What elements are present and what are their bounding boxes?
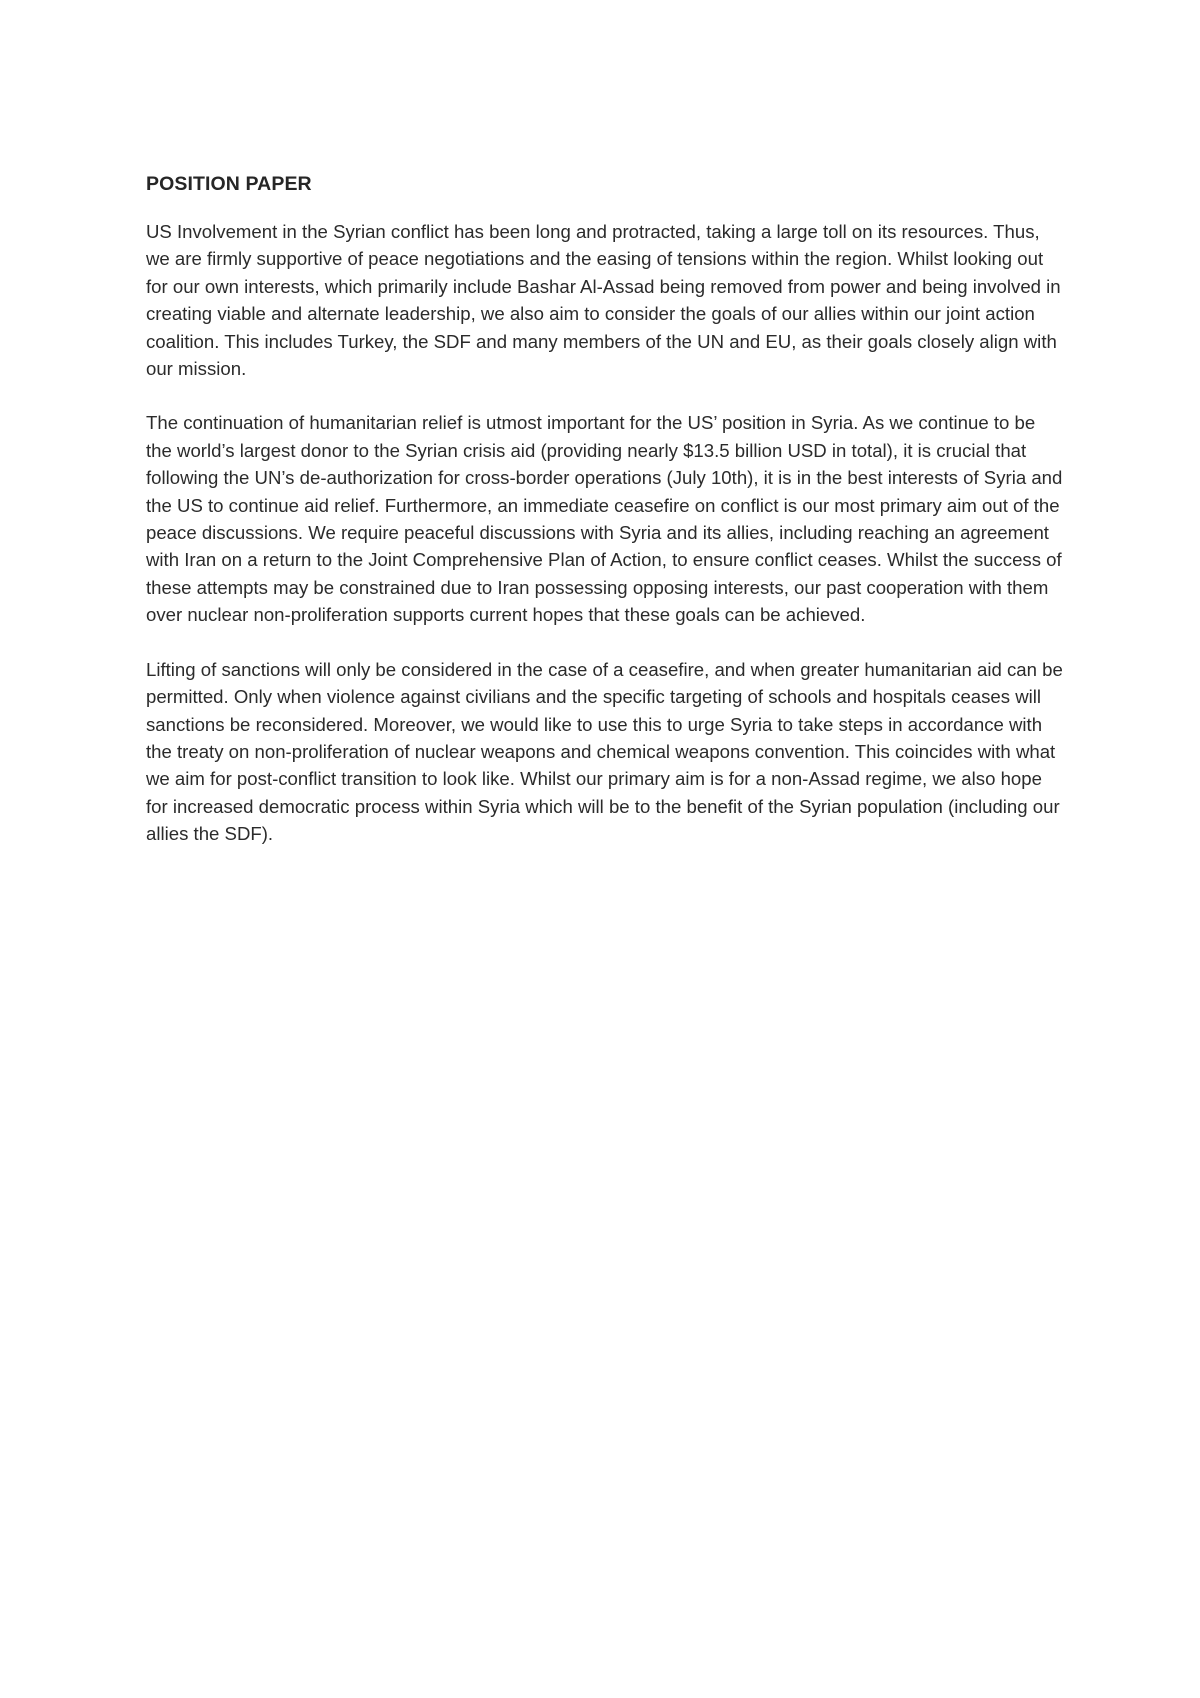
paragraph-humanitarian-relief: The continuation of humanitarian relief is utmost important for the US’ position in Syria. As we continue to be the world’s largest donor to the Syrian crisis aid (providing nearly $13.5 billion USD in total), it is crucial that following the UN’s de-authorization for cross-border operations (July 10th), it is in the best interests of Syria and the US to continue aid relief. Furthermore, an immediate ceasefire on conflict is our most primary aim out of the peace discussions. We require peaceful discussions with Syria and its allies, including reaching an agreement with Iran on a return to the Joint Comprehensive Plan of Action, to ensure conflict ceases. Whilst the success of these attempts may be constrained due to Iran possessing opposing interests, our past cooperation with them over nuclear non-proliferation supports current hopes that these goals can be achieved. <box>146 412 1063 626</box>
paragraph-sanctions: Lifting of sanctions will only be considered in the case of a ceasefire, and when greater humanitarian aid can be permitted. Only when violence against civilians and the specific targeting of schools and hospitals ceases will sanctions be reconsidered. Moreover, we would like to use this to urge Syria to take steps in accordance with the treaty on non-proliferation of nuclear weapons and chemical weapons convention. This coincides with what we aim for post-conflict transition to look like. Whilst our primary aim is for a non-Assad regime, we also hope for increased democratic process within Syria which will be to the benefit of the Syrian population (including our allies the SDF). <box>146 658 1063 845</box>
document-title: POSITION PAPER <box>146 173 312 195</box>
document-body <box>146 170 1066 875</box>
paragraph-us-involvement: US Involvement in the Syrian conflict has been long and protracted, taking a large toll on its resources. Thus, we are firmly supportive of peace negotiations and the easing of tensions within the region. Whilst looking out for our own interests, which primarily include Bashar Al-Assad being removed from power and being involved in creating viable and alternate leadership, we also aim to consider the goals of our allies within our joint action coalition. This includes Turkey, the SDF and many members of the UN and EU, as their goals closely align with our mission. <box>146 221 1061 380</box>
